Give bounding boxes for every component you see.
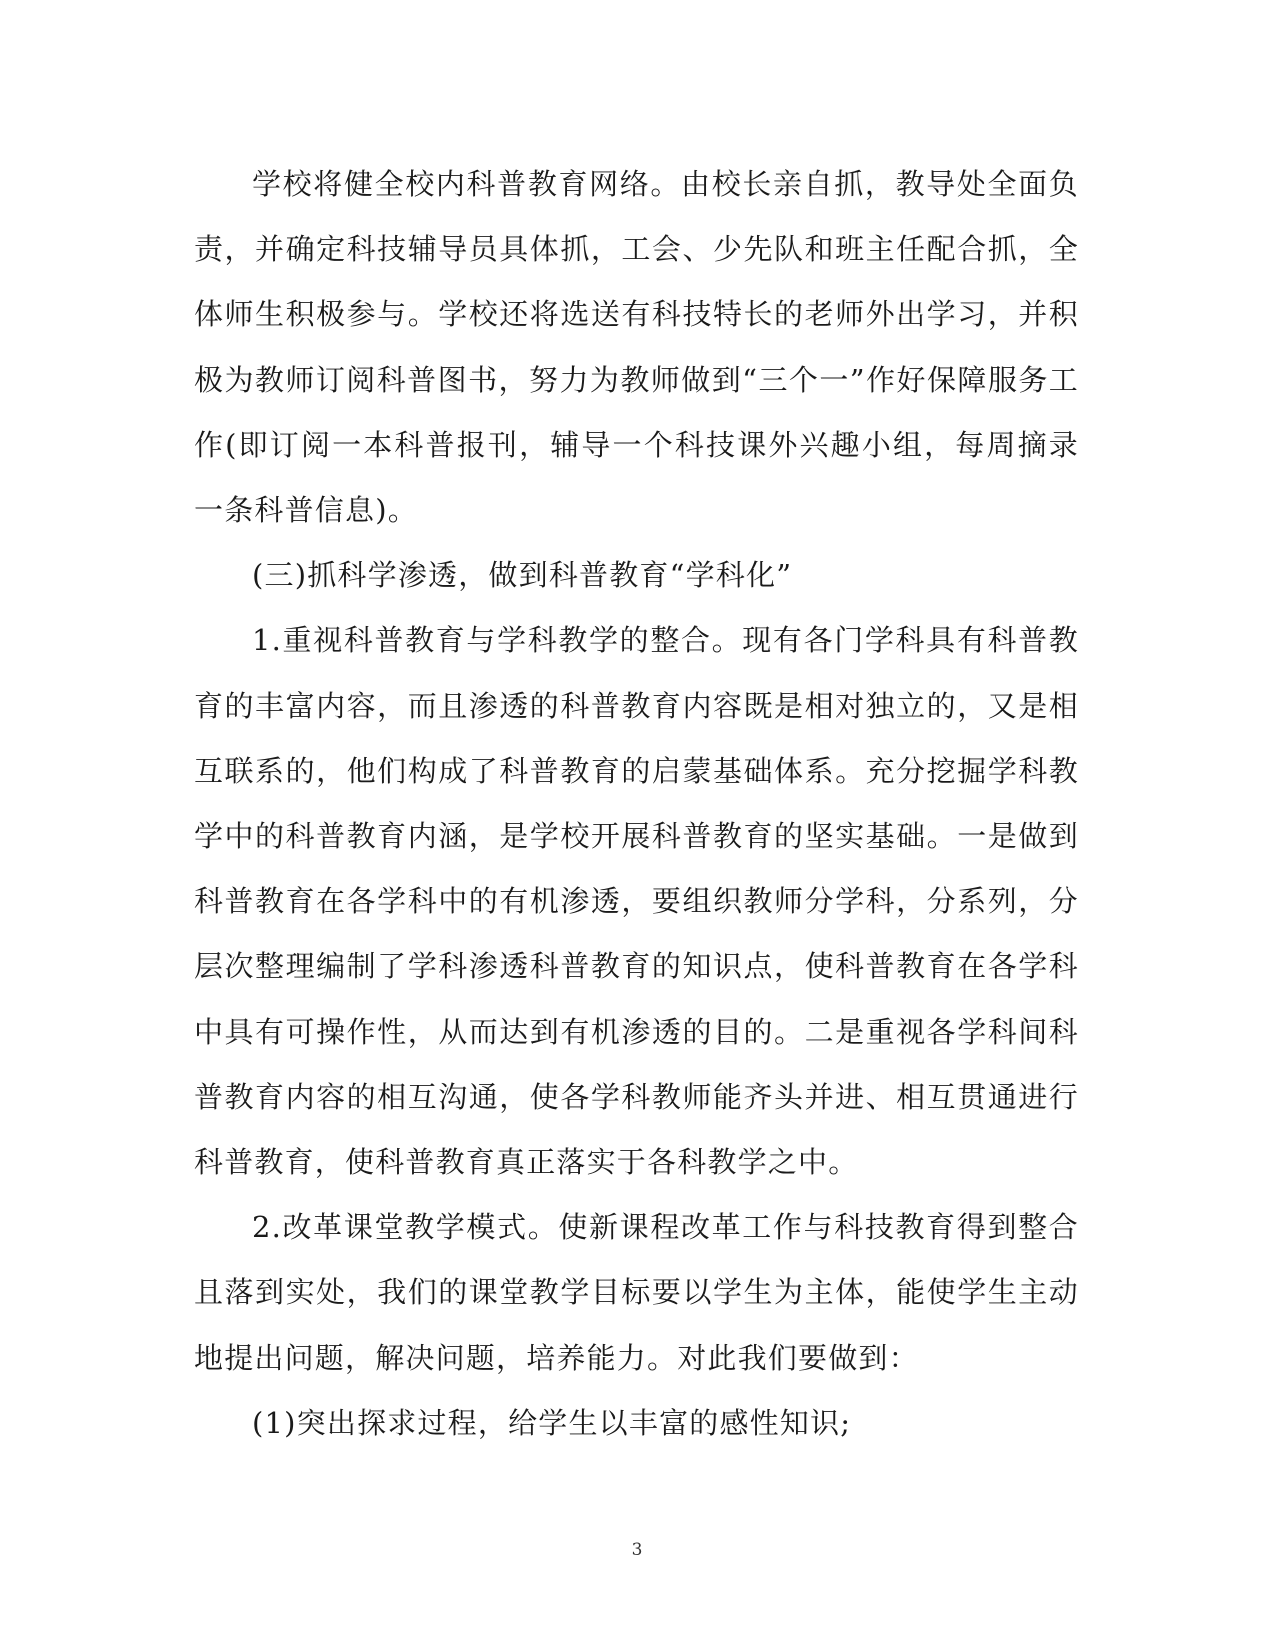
paragraph-science-network: 学校将健全校内科普教育网络。由校长亲自抓，教导处全面负责，并确定科技辅导员具体抓，工会、少先队和班主任配合抓，全体师生积极参与。学校还将选送有科技特长的老师外出学习，并积极为教师订阅科普图书，努力为教师做到“三个一”作好保障服务工作(即订阅一本科普报刊，辅导一个科技课外兴趣小组，每周摘录一条科普信息)。 (194, 167, 1079, 528)
section-heading-subject-integration: (三)抓科学渗透，做到科普教育“学科化” (252, 558, 793, 593)
paragraph-sub-point-1: (1)突出探求过程，给学生以丰富的感性知识; (252, 1405, 852, 1440)
document-body (194, 152, 1079, 1456)
paragraph-integration-point-1: 1.重视科普教育与学科教学的整合。现有各门学科具有科普教育的丰富内容，而且渗透的科普教育内容既是相对独立的，又是相互联系的，他们构成了科普教育的启蒙基础体系。充分挖掘学科教学中的科普教育内涵，是学校开展科普教育的坚实基础。一是做到科普教育在各学科中的有机渗透，要组织教师分学科，分系列，分层次整理编制了学科渗透科普教育的知识点，使科普教育在各学科中具有可操作性，从而达到有机渗透的目的。二是重视各学科间科普教育内容的相互沟通，使各学科教师能齐头并进、相互贯通进行科普教育，使科普教育真正落实于各科教学之中。 (194, 623, 1079, 1180)
page-number: 3 (631, 1540, 643, 1560)
paragraph-integration-point-2: 2.改革课堂教学模式。使新课程改革工作与科技教育得到整合且落到实处，我们的课堂教学目标要以学生为主体，能使学生主动地提出问题，解决问题，培养能力。对此我们要做到： (194, 1210, 1079, 1375)
